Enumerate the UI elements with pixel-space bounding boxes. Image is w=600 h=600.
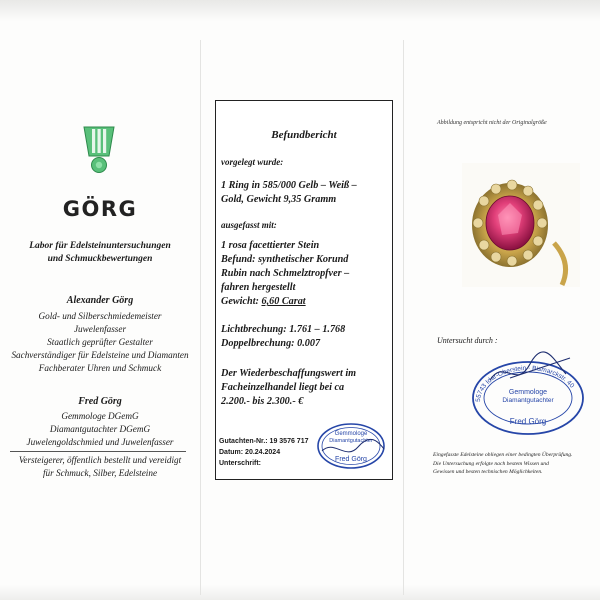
item-line-2: Gold, Gewicht 9,35 Gramm bbox=[221, 194, 337, 205]
fold-line-right bbox=[403, 40, 404, 595]
stone-line-1: 1 rosa facettierter Stein bbox=[221, 240, 320, 251]
person2-cred-3: Juwelengoldschmied und Juwelenfasser bbox=[26, 437, 174, 447]
note-line-2: Die Untersuchung erfolgte nach bestem Wissen und bbox=[433, 461, 549, 467]
report-box bbox=[215, 100, 393, 480]
ring-photo bbox=[462, 163, 580, 287]
brand-name: GÖRG bbox=[62, 197, 138, 221]
large-stamp-arc: 55743 Idar-Oberstein · Bismarckstr. 40 bbox=[474, 364, 576, 403]
person1-cred-2: Juwelenfasser bbox=[73, 324, 127, 334]
person2-name: Fred Görg bbox=[78, 396, 122, 407]
gem-logo-icon bbox=[82, 126, 116, 174]
value-line-3: 2.200.- bis 2.300.- € bbox=[221, 396, 304, 407]
ring-image bbox=[462, 163, 580, 287]
small-stamp-top: Gemmologe bbox=[334, 431, 368, 437]
stone-line-2: Befund: synthetischer Korund bbox=[221, 254, 349, 265]
auctioneer-line-1: Versteigerer, öffentlich bestellt und vereidigt bbox=[18, 455, 182, 465]
person1-cred-3: Staatlich geprüfter Gestalter bbox=[47, 337, 153, 347]
weight-line bbox=[221, 295, 389, 308]
fold-line-left bbox=[200, 40, 201, 595]
auctioneer-line-2: für Schmuck, Silber, Edelsteine bbox=[42, 468, 158, 478]
small-stamp-name: Fred Görg bbox=[335, 456, 367, 463]
person2-cred-2: Diamantgutachter DGemG bbox=[49, 424, 151, 434]
lab-line-1: Labor für Edelsteinuntersuchungen bbox=[29, 241, 171, 251]
value-line-1: Der Wiederbeschaffungswert im bbox=[221, 368, 357, 379]
weight-label: Gewicht: bbox=[221, 296, 259, 307]
large-stamp-mid: Diamantgutachter bbox=[502, 397, 554, 404]
value-line-2: Facheinzelhandel liegt bei ca bbox=[221, 382, 345, 393]
person1-name: Alexander Görg bbox=[66, 295, 134, 306]
gemmologist-stamp-small bbox=[316, 421, 386, 471]
note-line-3: Gewissen und besten technischen Möglichkeiten. bbox=[433, 469, 543, 475]
set-with-label: ausgefasst mit: bbox=[221, 220, 277, 230]
note-line-1: Eingefasste Edelsteine obliegen einer bedingten Überprüfung. bbox=[433, 452, 573, 458]
report-date: Datum: 20.24.2024 bbox=[219, 449, 281, 456]
presented-label: vorgelegt wurde: bbox=[221, 157, 284, 167]
item-line-1: 1 Ring in 585/000 Gelb – Weiß – bbox=[221, 180, 357, 191]
birefringence-line: Doppelbrechung: 0.007 bbox=[221, 338, 321, 349]
signature-label: Unterschrift: bbox=[219, 460, 262, 467]
lab-line-2: und Schmuckbewertungen bbox=[47, 254, 153, 264]
stone-line-4: fahren hergestellt bbox=[221, 282, 296, 293]
large-stamp-name: Fred Görg bbox=[509, 417, 547, 426]
stone-line-3: Rubin nach Schmelztropfver – bbox=[221, 268, 350, 279]
examined-by-label: Untersucht durch : bbox=[437, 336, 498, 345]
photo-scale-note: Abbildung entspricht nicht der Originalgröße bbox=[437, 120, 547, 126]
person1-cred-4: Sachverständiger für Edelsteine und Diamanten bbox=[11, 350, 189, 360]
company-panel bbox=[0, 0, 200, 600]
report-title: Befundbericht bbox=[271, 129, 337, 141]
left-divider bbox=[10, 451, 186, 452]
person2-cred-1: Gemmologe DGemG bbox=[61, 411, 139, 421]
person1-cred-1: Gold- und Silberschmiedemeister bbox=[38, 311, 162, 321]
person1-cred-5: Fachberater Uhren und Schmuck bbox=[38, 363, 162, 373]
weight-value: 6,60 Carat bbox=[261, 296, 306, 307]
small-stamp-mid: Diamantgutachter bbox=[329, 438, 373, 444]
report-number: Gutachten-Nr.: 19 3576 717 bbox=[219, 438, 309, 445]
large-stamp-top: Gemmologe bbox=[508, 389, 548, 396]
refraction-line: Lichtbrechung: 1.761 – 1.768 bbox=[221, 324, 346, 335]
signature-stamp bbox=[470, 350, 585, 445]
